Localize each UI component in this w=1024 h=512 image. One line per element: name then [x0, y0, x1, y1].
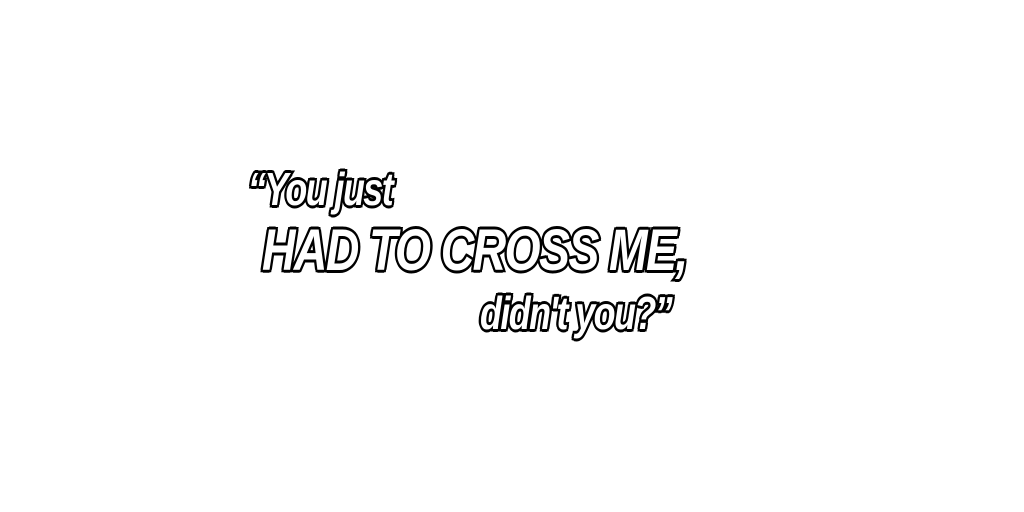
quote-line-2: HAD TO CROSS ME,: [262, 218, 687, 283]
quote-line-1: “You just: [248, 163, 393, 215]
quote-line-3: didn't you?”: [480, 287, 672, 339]
